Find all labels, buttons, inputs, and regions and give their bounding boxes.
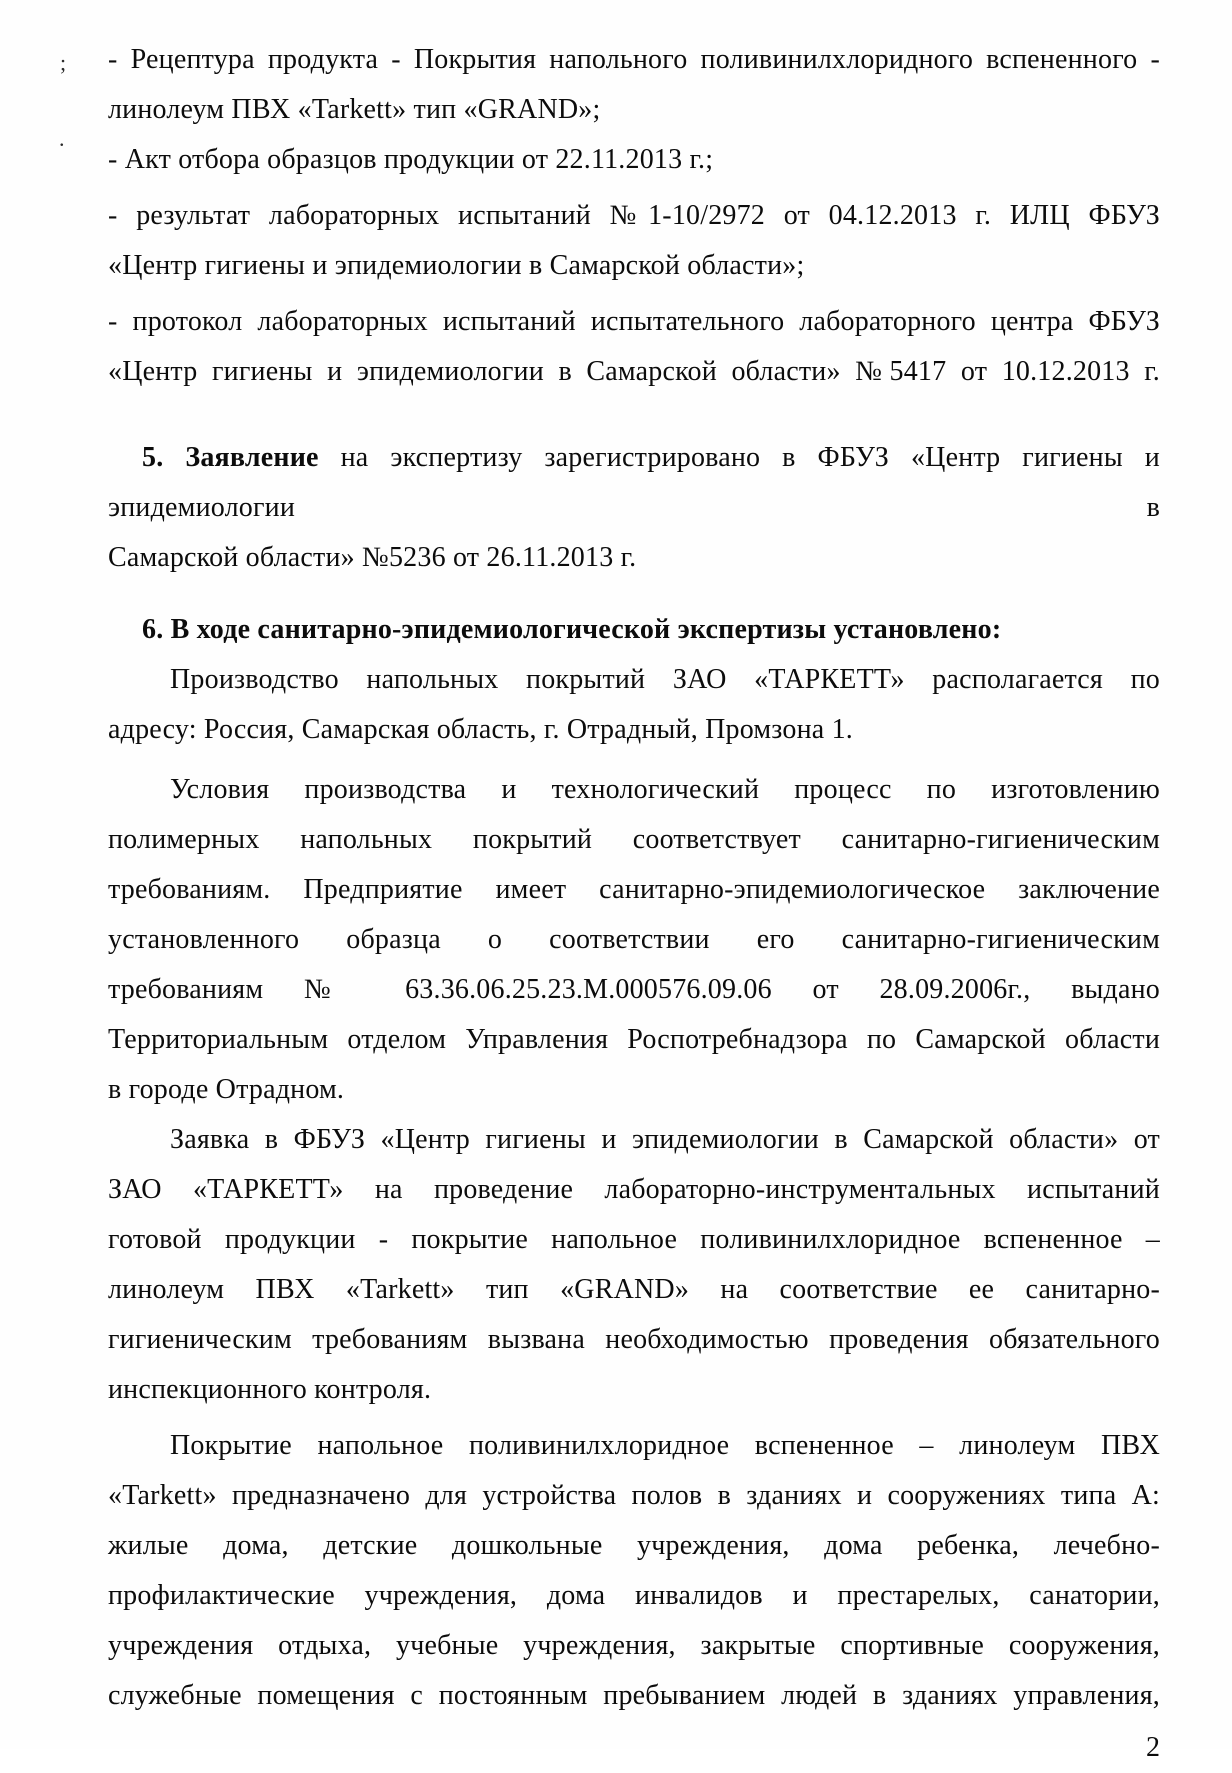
text-line: требованиям № 63.36.06.25.23.М.000576.09.06 от 28.09.2006г., выдано [108,974,1160,1005]
paragraph-lab-results [108,191,1160,291]
paragraph-product-recipe [108,35,1160,135]
paragraph-application-purpose [108,1115,1160,1415]
text-line: служебные помещения с постоянным пребыванием людей в зданиях управления, [108,1680,1160,1711]
text-line: инспекционного контроля. [108,1374,432,1405]
scan-artifact: ; [60,50,67,75]
text-line: «Центр гигиены и эпидемиологии в Самарской области»; [108,250,805,281]
text-line: «Центр гигиены и эпидемиологии в Самарской области» №5417 от 10.12.2013 г. [108,356,1160,387]
page-number: 2 [1146,1732,1160,1763]
text-line: - Рецептура продукта - Покрытия напольного поливинилхлоридного вспененного - [108,44,1160,75]
text-line: - результат лабораторных испытаний №1-10/2972 от 04.12.2013 г. ИЛЦ ФБУЗ [108,200,1160,231]
heading-expertise-findings [108,605,1160,655]
text-line: линолеум ПВХ «Tarkett» тип «GRAND»; [108,94,601,125]
text-line [108,433,1160,533]
paragraph-lab-protocol [108,297,1160,397]
text-line: Условия производства и технологический процесс по изготовлению [170,774,1160,805]
scan-artifact: . [59,126,65,151]
paragraph-product-designation [108,1421,1160,1721]
text-line: Заявка в ФБУЗ «Центр гигиены и эпидемиологии в Самарской области» от [170,1124,1160,1155]
text-run: на экспертизу зарегистрировано в ФБУЗ «Центр гигиены и эпидемиологии в [108,442,1160,523]
paragraph-production-conditions [108,765,1160,1115]
text-line: требованиям. Предприятие имеет санитарно-эпидемиологическое заключение [108,874,1160,905]
text-line: Самарской области» №5236 от 26.11.2013 г. [108,542,637,573]
text-line: профилактические учреждения, дома инвалидов и престарелых, санатории, [108,1580,1160,1611]
text-line: 6. В ходе санитарно-эпидемиологической экспертизы установлено: [142,614,1002,645]
text-line: линолеум ПВХ «Tarkett» тип «GRAND» на соответствие ее санитарно- [108,1274,1160,1305]
paragraph-production-location [108,655,1160,755]
text-line: гигиеническим требованиям вызвана необходимостью проведения обязательного [108,1324,1160,1355]
text-line: - протокол лабораторных испытаний испытательного лабораторного центра ФБУЗ [108,306,1160,337]
text-line: ЗАО «ТАРКЕТТ» на проведение лабораторно-инструментальных испытаний [108,1174,1160,1205]
text-line: «Tarkett» предназначено для устройства полов в зданиях и сооружениях типа А: [108,1480,1160,1511]
paragraph-application-registered [108,433,1160,583]
text-line: Покрытие напольное поливинилхлоридное вспененное – линолеум ПВХ [170,1430,1160,1461]
text-line: полимерных напольных покрытий соответствует санитарно-гигиеническим [108,824,1160,855]
text-line: жилые дома, детские дошкольные учреждения, дома ребенка, лечебно- [108,1530,1160,1561]
text-line: установленного образца о соответствии его санитарно-гигиеническим [108,924,1160,955]
text-line: готовой продукции - покрытие напольное поливинилхлоридное вспененное – [108,1224,1160,1255]
paragraph-sampling-act [108,135,1160,185]
text-line: в городе Отрадном. [108,1074,345,1105]
text-line: - Акт отбора образцов продукции от 22.11.2013 г.; [108,144,714,175]
text-line: Территориальным отделом Управления Роспотребнадзора по Самарской области [108,1024,1160,1055]
text-line: учреждения отдыха, учебные учреждения, закрытые спортивные сооружения, [108,1630,1160,1661]
bold-lead: 5. Заявление [142,442,319,473]
text-line: адресу: Россия, Самарская область, г. Отрадный, Промзона 1. [108,714,854,745]
text-line: Производство напольных покрытий ЗАО «ТАРКЕТТ» располагается по [170,664,1160,695]
